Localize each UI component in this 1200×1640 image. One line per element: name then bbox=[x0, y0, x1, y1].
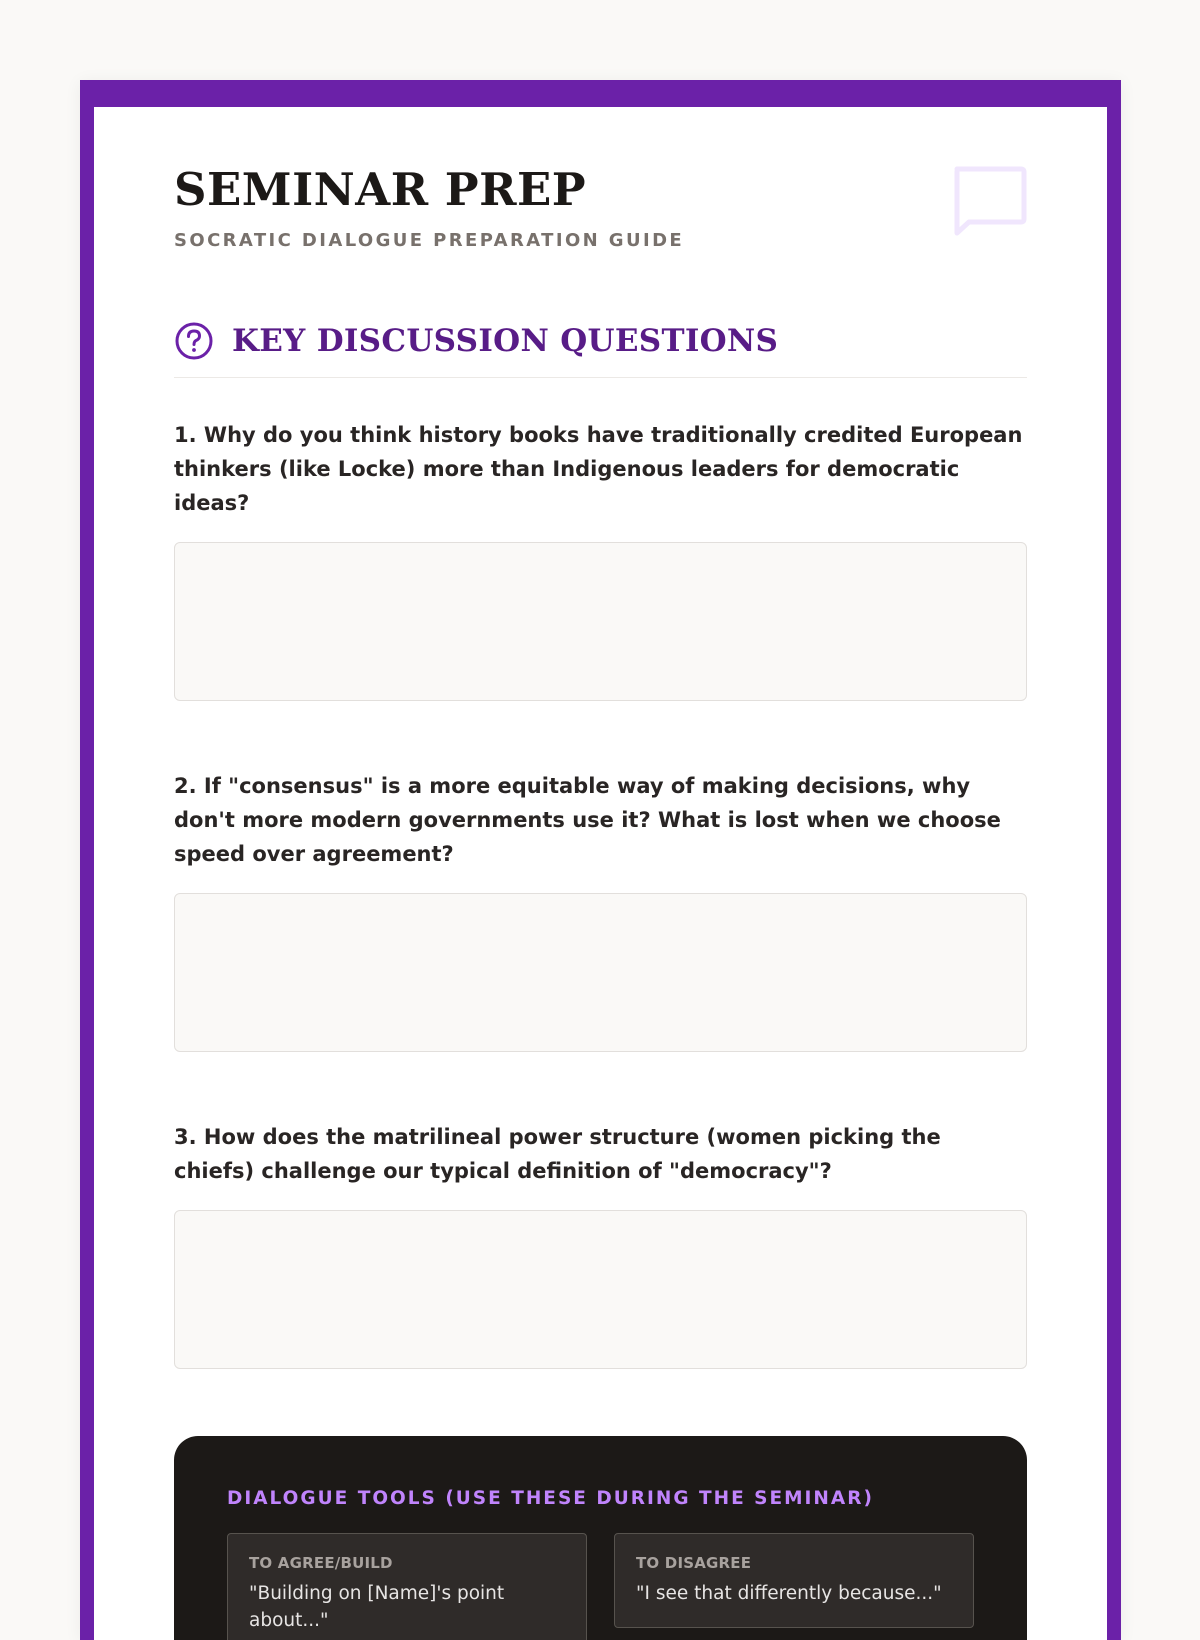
question-item bbox=[174, 769, 1027, 1052]
tool-card-disagree bbox=[614, 1533, 974, 1628]
question-item bbox=[174, 418, 1027, 701]
answer-field[interactable] bbox=[174, 1210, 1027, 1369]
page-subtitle: SOCRATIC DIALOGUE PREPARATION GUIDE bbox=[174, 230, 685, 251]
section-header bbox=[174, 321, 1027, 378]
question-text: 2. If "consensus" is a more equitable way of making decisions, why don't more modern governments use it? What is lost when we choose speed over agreement? bbox=[174, 774, 1001, 866]
tool-phrase: "Building on [Name]'s point about..." bbox=[249, 1583, 505, 1631]
answer-field[interactable] bbox=[174, 893, 1027, 1052]
question-text: 3. How does the matrilineal power structure (women picking the chiefs) challenge our typical definition of "democracy"? bbox=[174, 1125, 941, 1183]
dialogue-tools-title: DIALOGUE TOOLS (USE THESE DURING THE SEMINAR) bbox=[227, 1488, 874, 1509]
tool-phrase: "I see that differently because..." bbox=[636, 1583, 942, 1604]
question-item bbox=[174, 1120, 1027, 1369]
worksheet-frame bbox=[80, 80, 1121, 1640]
dialogue-tools-panel bbox=[174, 1436, 1027, 1640]
header bbox=[174, 107, 1027, 251]
answer-field[interactable] bbox=[174, 542, 1027, 701]
section-title: KEY DISCUSSION QUESTIONS bbox=[232, 323, 779, 359]
question-text: 1. Why do you think history books have traditionally credited European thinkers (like Locke) more than Indigenous leaders for democratic ideas? bbox=[174, 423, 1023, 515]
tool-label: TO AGREE/BUILD bbox=[249, 1554, 393, 1572]
worksheet-sheet bbox=[94, 107, 1107, 1640]
tool-label: TO DISAGREE bbox=[636, 1554, 752, 1572]
chat-bubble-icon bbox=[951, 165, 1027, 237]
tool-column bbox=[614, 1533, 974, 1640]
tool-card-agree bbox=[227, 1533, 587, 1640]
dialogue-tools-grid bbox=[227, 1533, 974, 1640]
page-title: SEMINAR PREP bbox=[174, 163, 587, 216]
tool-column bbox=[227, 1533, 587, 1640]
question-circle-icon bbox=[174, 321, 214, 361]
